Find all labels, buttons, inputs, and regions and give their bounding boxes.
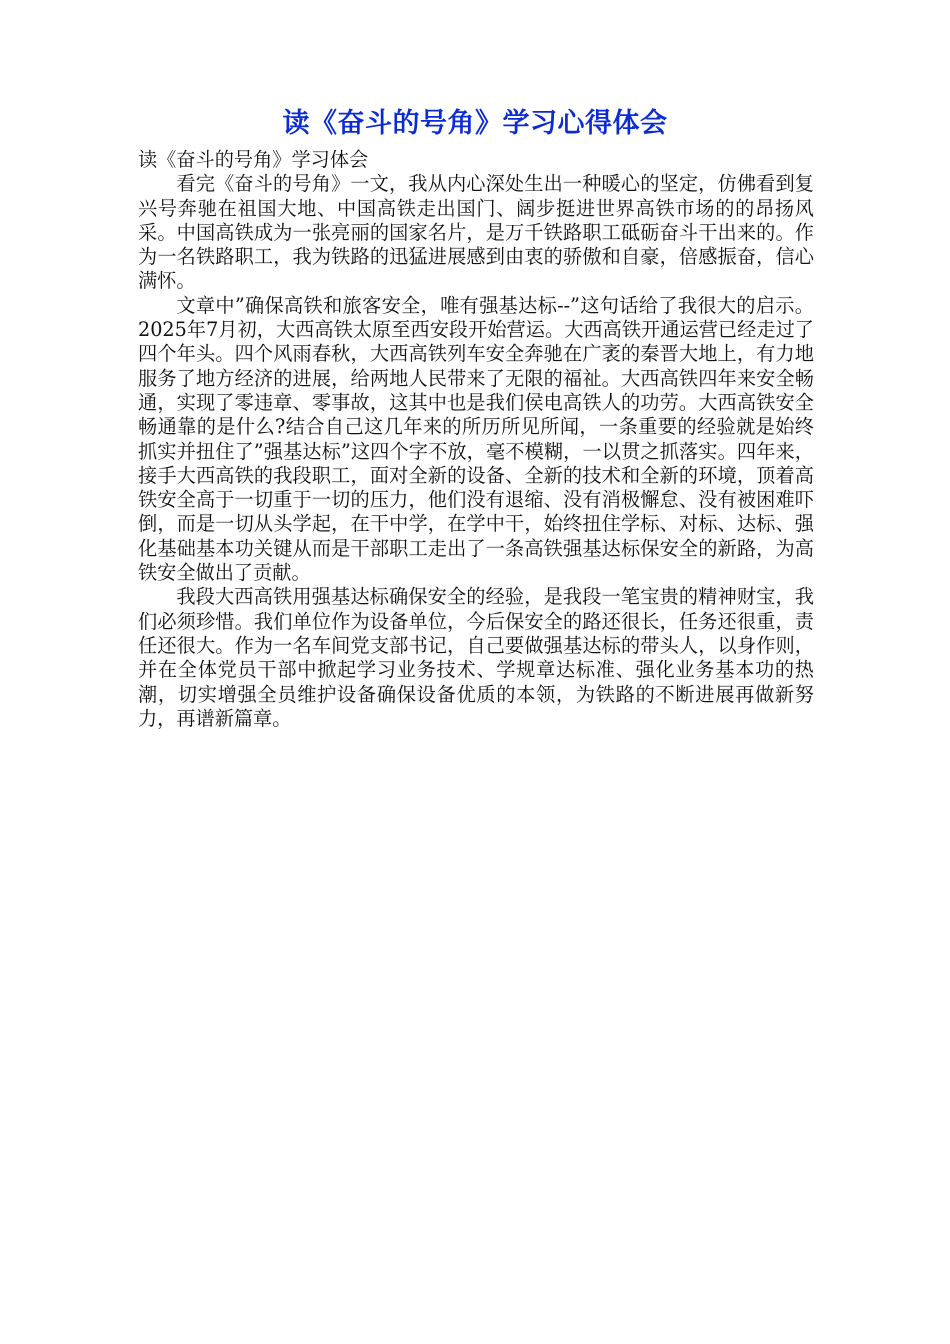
paragraph-1: 看完《奋斗的号角》一文，我从内心深处生出一种暖心的坚定，仿佛看到复兴号奔驰在祖国大地、中国高铁走出国门、阔步挺进世界高铁市场的的昂扬风采。中国高铁成为一张亮丽的国家名片，是万千铁路职工砥砺奋斗干出来的。作为一名铁路职工，我为铁路的迅猛进展感到由衷的骄傲和自豪，倍感振奋，信心满怀。: [138, 172, 814, 293]
document-title: 读《奋斗的号角》学习心得体会: [282, 108, 668, 139]
paragraph-3: 我段大西高铁用强基达标确保安全的经验，是我段一笔宝贵的精神财宝，我们必须珍惜。我们单位作为设备单位，今后保安全的路还很长，任务还很重，责任还很大。作为一名车间党支部书记，自己要做强基达标的带头人，以身作则，并在全体党员干部中掀起学习业务技术、学规章达标准、强化业务基本功的热潮，切实增强全员维护设备确保设备优质的本领，为铁路的不断进展再做新努力，再谱新篇章。: [138, 585, 814, 730]
document-body: [138, 148, 814, 731]
document-subtitle: 读《奋斗的号角》学习体会: [138, 148, 369, 171]
paragraph-2: 文章中”确保高铁和旅客安全，唯有强基达标--”这句话给了我很大的启示。2025年7月初，大西高铁太原至西安段开始营运。大西高铁开通运营已经走过了四个年头。四个风雨春秋，大西高铁列车安全奔驰在广袤的秦晋大地上，有力地服务了地方经济的进展，给两地人民带来了无限的福祉。大西高铁四年来安全畅通，实现了零违章、零事故，这其中也是我们侯电高铁人的功劳。大西高铁安全畅通靠的是什么?结合自己这几年来的所历所见所闻，一条重要的经验就是始终抓实并扭住了”强基达标”这四个字不放，毫不模糊，一以贯之抓落实。四年来，接手大西高铁的我段职工，面对全新的设备、全新的技术和全新的环境，顶着高铁安全高于一切重于一切的压力，他们没有退缩、没有消极懈怠、没有被困难吓倒，而是一切从头学起，在干中学，在学中干，始终扭住学标、对标、达标、强化基础基本功关键从而是干部职工走出了一条高铁强基达标保安全的新路，为高铁安全做出了贡献。: [138, 293, 814, 585]
